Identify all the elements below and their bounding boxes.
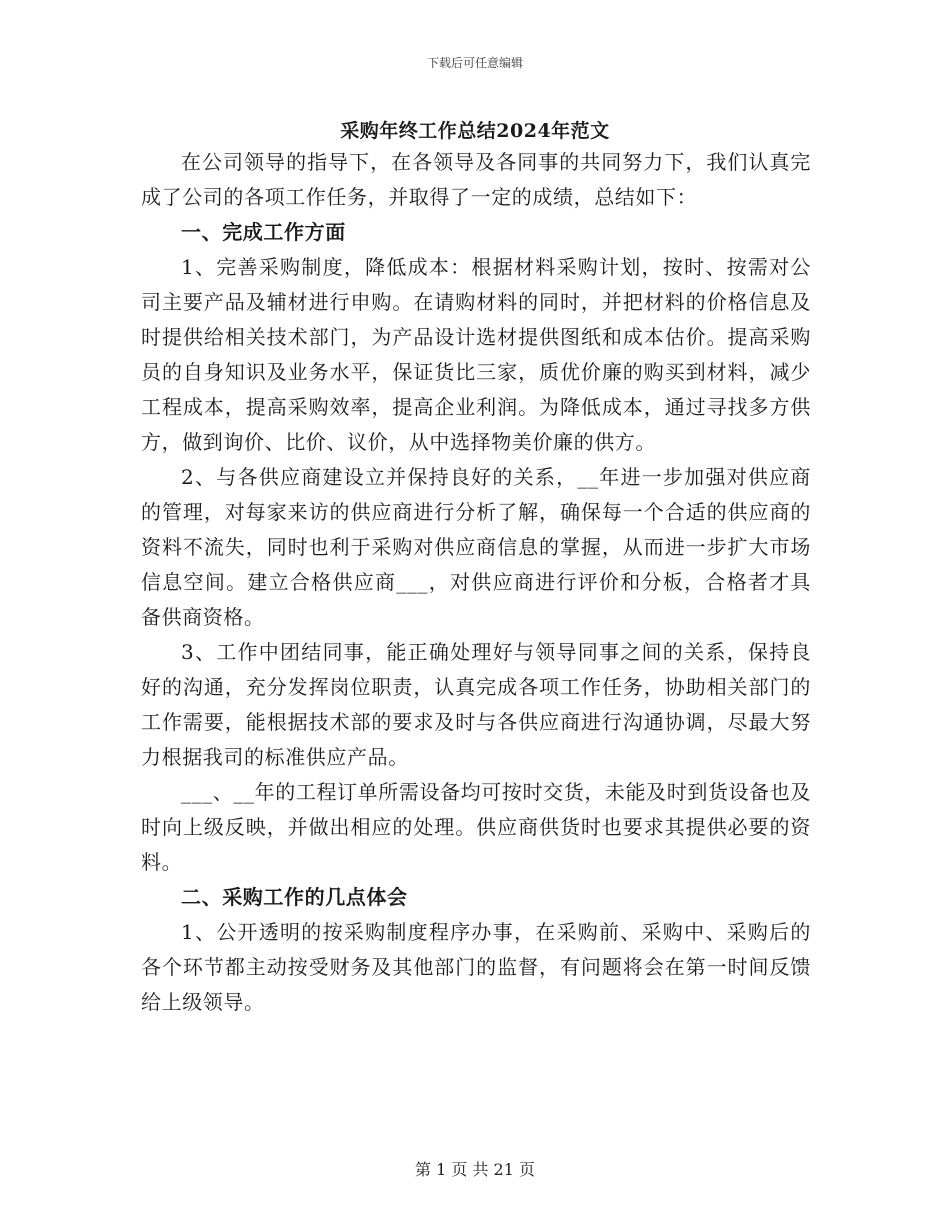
paragraph-procurement-system: 1、完善采购制度，降低成本：根据材料采购计划，按时、按需对公司主要产品及辅材进行申购。在请购材料的同时，并把材料的价格信息及时提供给相关技术部门，为产品设计选材提供图纸和成本估价。提高采购员的自身知识及业务水平，保证货比三家，质优价廉的购买到材料，减少工程成本，提高采购效率，提高企业利润。为降低成本，通过寻找多方供方，做到询价、比价、议价，从中选择物美价廉的供方。 xyxy=(141,255,811,454)
section-heading-work-completed: 一、完成工作方面 xyxy=(181,220,346,244)
paragraph-teamwork: 3、工作中团结同事，能正确处理好与领导同事之间的关系，保持良好的沟通，充分发挥岗位职责，认真完成各项工作任务，协助相关部门的工作需要，能根据技术部的要求及时与各供应商进行沟通协调，尽最大努力根据我司的标准供应产品。 xyxy=(141,640,811,769)
page-number: 第 1 页 共 21 页 xyxy=(415,1160,535,1179)
header-note: 下载后可任意编辑 xyxy=(426,56,523,70)
intro-paragraph: 在公司领导的指导下，在各领导及各同事的共同努力下，我们认真完成了公司的各项工作任务，并取得了一定的成绩，总结如下： xyxy=(141,150,811,209)
document-body xyxy=(141,145,811,1020)
paragraph-delivery: ___、__年的工程订单所需设备均可按时交货，未能及时到货设备也及时向上级反映，并做出相应的处理。供应商供货时也要求其提供必要的资料。 xyxy=(141,780,811,874)
paragraph-supplier-relations: 2、与各供应商建设立并保持良好的关系，__年进一步加强对供应商的管理，对每家来访的供应商进行分析了解，确保每一个合适的供应商的资料不流失，同时也利于采购对供应商信息的掌握，从而进一步扩大市场信息空间。建立合格供应商___，对供应商进行评价和分板，合格者才具备供商资格。 xyxy=(141,465,811,629)
paragraph-transparency: 1、公开透明的按采购制度程序办事，在采购前、采购中、采购后的各个环节都主动按受财务及其他部门的监督，有问题将会在第一时间反馈给上级领导。 xyxy=(141,920,811,1014)
section-heading-experience: 二、采购工作的几点体会 xyxy=(181,885,408,909)
document-title: 采购年终工作总结2024年范文 xyxy=(340,120,610,142)
